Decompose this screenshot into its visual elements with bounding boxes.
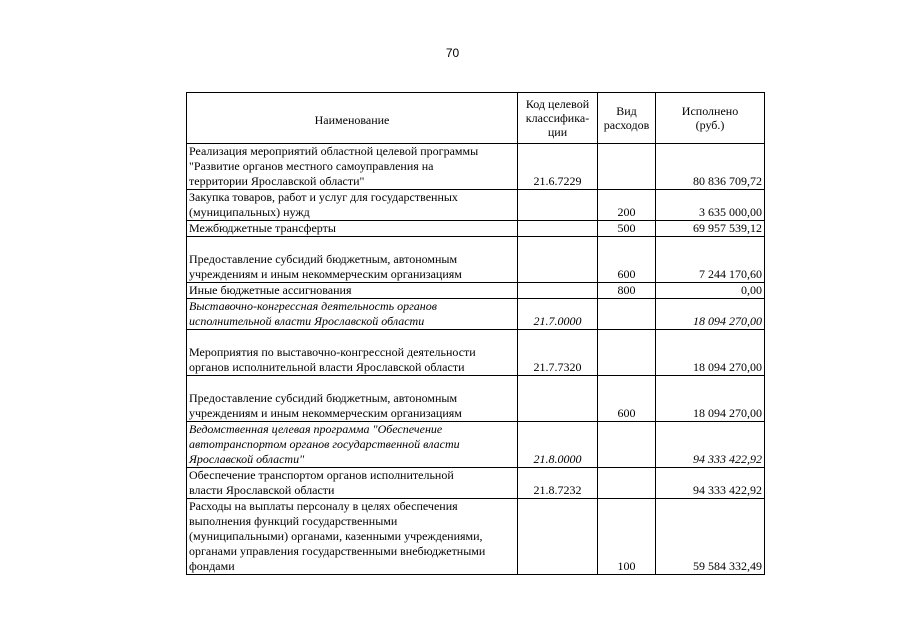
row-code bbox=[518, 221, 598, 237]
row-name bbox=[187, 237, 518, 283]
row-amount: 0,00 bbox=[656, 283, 765, 299]
row-name-line: власти Ярославской области bbox=[189, 483, 335, 497]
row-name bbox=[187, 330, 518, 376]
row-code: 21.6.7229 bbox=[518, 144, 598, 190]
row-amount: 69 957 539,12 bbox=[656, 221, 765, 237]
row-name-line: "Развитие органов местного самоуправления на bbox=[189, 159, 434, 173]
table-row bbox=[187, 283, 765, 299]
header-code-line: ции bbox=[547, 125, 568, 139]
row-name-line: Ярославской области" bbox=[189, 452, 305, 466]
table-header-row bbox=[187, 93, 765, 144]
row-name bbox=[187, 376, 518, 422]
page-number: 70 bbox=[445, 46, 460, 60]
row-code: 21.7.7320 bbox=[518, 330, 598, 376]
row-name-line: Расходы на выплаты персоналу в целях обеспечения bbox=[189, 499, 458, 513]
table-row bbox=[187, 330, 765, 376]
row-code: 21.8.7232 bbox=[518, 468, 598, 499]
row-name bbox=[187, 299, 518, 330]
header-type bbox=[598, 93, 656, 144]
row-name-line: Предоставление субсидий бюджетным, автономным bbox=[189, 252, 458, 266]
row-amount: 94 333 422,92 bbox=[656, 422, 765, 468]
header-type-line: расходов bbox=[603, 118, 650, 132]
row-amount: 59 584 332,49 bbox=[656, 499, 765, 575]
header-code-line: Код целевой bbox=[525, 97, 590, 111]
row-type: 500 bbox=[598, 221, 656, 237]
row-amount: 7 244 170,60 bbox=[656, 237, 765, 283]
row-name-line: учреждениям и иным некоммерческим организациям bbox=[189, 267, 462, 281]
header-code-line: классифика- bbox=[525, 111, 590, 125]
row-code bbox=[518, 376, 598, 422]
row-name-line: органов исполнительной власти Ярославской области bbox=[189, 360, 465, 374]
row-name bbox=[187, 422, 518, 468]
row-name bbox=[187, 499, 518, 575]
row-name-line: органами управления государственными внебюджетными bbox=[189, 544, 486, 558]
row-code: 21.8.0000 bbox=[518, 422, 598, 468]
header-code bbox=[518, 93, 598, 144]
table-row bbox=[187, 237, 765, 283]
header-amount bbox=[656, 93, 765, 144]
row-type bbox=[598, 144, 656, 190]
table-row bbox=[187, 468, 765, 499]
row-name-line: Ведомственная целевая программа "Обеспечение bbox=[189, 422, 443, 436]
row-code bbox=[518, 283, 598, 299]
row-type: 800 bbox=[598, 283, 656, 299]
row-name-line: территории Ярославской области" bbox=[189, 174, 365, 188]
budget-table bbox=[186, 92, 765, 575]
row-code bbox=[518, 190, 598, 221]
table-row bbox=[187, 422, 765, 468]
row-name-line: Выставочно-конгрессная деятельность органов bbox=[189, 299, 437, 313]
row-name-line: Обеспечение транспортом органов исполнительной bbox=[189, 468, 454, 482]
row-name-line: Межбюджетные трансферты bbox=[189, 221, 336, 235]
row-name bbox=[187, 144, 518, 190]
row-name-line: автотранспортом органов государственной власти bbox=[189, 437, 460, 451]
row-name-line: Закупка товаров, работ и услуг для государственных bbox=[189, 190, 458, 204]
row-type bbox=[598, 468, 656, 499]
row-name-line: (муниципальных) нужд bbox=[189, 205, 310, 219]
row-amount: 18 094 270,00 bbox=[656, 330, 765, 376]
row-name-line: Реализация мероприятий областной целевой программы bbox=[189, 144, 479, 158]
row-type: 200 bbox=[598, 190, 656, 221]
row-code bbox=[518, 237, 598, 283]
row-amount: 80 836 709,72 bbox=[656, 144, 765, 190]
row-code: 21.7.0000 bbox=[518, 299, 598, 330]
row-name-line: фондами bbox=[189, 559, 235, 573]
row-type bbox=[598, 299, 656, 330]
table-body bbox=[187, 144, 765, 575]
table-row bbox=[187, 376, 765, 422]
table-row bbox=[187, 499, 765, 575]
row-amount: 94 333 422,92 bbox=[656, 468, 765, 499]
row-type bbox=[598, 330, 656, 376]
header-name: Наименование bbox=[187, 93, 518, 144]
row-name bbox=[187, 221, 518, 237]
row-name-line: Предоставление субсидий бюджетным, автономным bbox=[189, 391, 458, 405]
row-amount: 3 635 000,00 bbox=[656, 190, 765, 221]
row-name-line: учреждениям и иным некоммерческим организациям bbox=[189, 406, 462, 420]
table-row bbox=[187, 190, 765, 221]
header-amount-line: (руб.) bbox=[695, 118, 725, 132]
table-row bbox=[187, 299, 765, 330]
row-amount: 18 094 270,00 bbox=[656, 299, 765, 330]
row-type: 100 bbox=[598, 499, 656, 575]
header-amount-line: Исполнено bbox=[681, 104, 739, 118]
table-row bbox=[187, 144, 765, 190]
row-name bbox=[187, 190, 518, 221]
row-name bbox=[187, 283, 518, 299]
row-name-line: исполнительной власти Ярославской области bbox=[189, 314, 425, 328]
row-amount: 18 094 270,00 bbox=[656, 376, 765, 422]
row-name-line: Иные бюджетные ассигнования bbox=[189, 283, 352, 297]
row-name-line: Мероприятия по выставочно-конгрессной деятельности bbox=[189, 345, 476, 359]
table-row bbox=[187, 221, 765, 237]
header-type-line: Вид bbox=[616, 104, 637, 118]
row-code bbox=[518, 499, 598, 575]
row-name-line: (муниципальными) органами, казенными учреждениями, bbox=[189, 529, 483, 543]
row-type: 600 bbox=[598, 237, 656, 283]
row-name-line: выполнения функций государственными bbox=[189, 514, 398, 528]
row-name bbox=[187, 468, 518, 499]
row-type bbox=[598, 422, 656, 468]
row-type: 600 bbox=[598, 376, 656, 422]
